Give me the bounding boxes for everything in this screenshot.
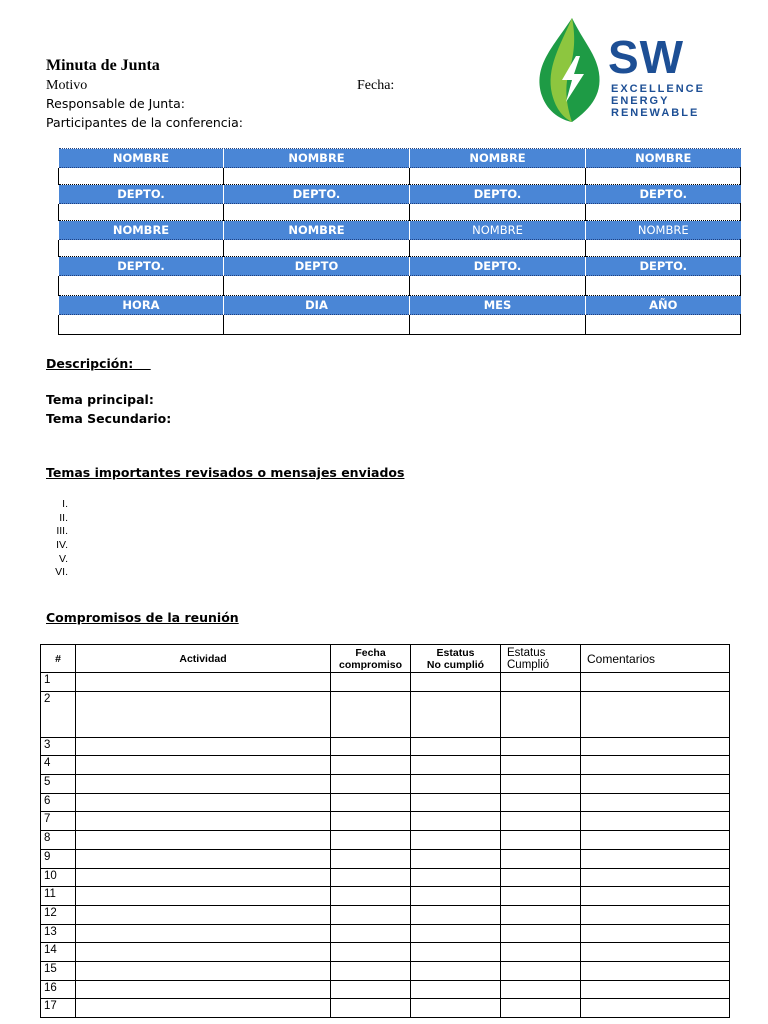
list-item: V.: [59, 552, 68, 565]
table-header-row: [41, 645, 730, 673]
row-number: 10: [41, 868, 76, 887]
participants-depto-row: [59, 185, 741, 204]
row-number: 5: [41, 775, 76, 794]
row-number: 15: [41, 961, 76, 980]
header-cell: NOMBRE: [59, 149, 224, 168]
entry-cell[interactable]: [331, 737, 411, 756]
header-cell: DEPTO.: [410, 257, 586, 276]
entry-cell[interactable]: [501, 961, 581, 980]
input-cell[interactable]: [586, 168, 741, 185]
entry-cell[interactable]: [411, 905, 501, 924]
entry-cell[interactable]: [331, 943, 411, 962]
entry-cell[interactable]: [501, 775, 581, 794]
entry-cell[interactable]: [501, 793, 581, 812]
header-cell: NOMBRE: [586, 149, 741, 168]
entry-cell[interactable]: [581, 868, 730, 887]
row-number: 8: [41, 831, 76, 850]
entry-cell[interactable]: [331, 812, 411, 831]
entry-cell[interactable]: [501, 887, 581, 906]
header-cell: NOMBRE: [410, 149, 586, 168]
entry-cell[interactable]: [581, 961, 730, 980]
entry-cell[interactable]: [76, 849, 331, 868]
participants-input-row: [59, 315, 741, 335]
leaf-bolt-icon: [532, 16, 612, 124]
table-row: [41, 831, 730, 850]
entry-cell[interactable]: [76, 831, 331, 850]
roman-numeral-list: [40, 498, 68, 580]
table-row: [41, 905, 730, 924]
table-row: [41, 812, 730, 831]
table-row: [41, 793, 730, 812]
header-cell: DEPTO.: [224, 185, 410, 204]
row-number: 12: [41, 905, 76, 924]
table-row: [41, 924, 730, 943]
header-line: compromiso: [338, 658, 402, 671]
header-cell: NOMBRE: [224, 221, 410, 240]
header-cell: DEPTO.: [586, 257, 741, 276]
entry-cell[interactable]: [331, 961, 411, 980]
header-cell: DEPTO: [224, 257, 410, 276]
header-cell: NOMBRE: [410, 221, 586, 240]
entry-cell[interactable]: [331, 849, 411, 868]
input-cell[interactable]: [224, 315, 410, 335]
motivo-label: Motivo: [46, 78, 88, 93]
entry-cell[interactable]: [331, 756, 411, 775]
tema-secundario-label: Tema Secundario:: [46, 411, 172, 426]
row-number: 13: [41, 924, 76, 943]
entry-cell[interactable]: [581, 775, 730, 794]
row-number: 1: [41, 673, 76, 692]
table-row: [41, 849, 730, 868]
input-cell[interactable]: [59, 168, 224, 185]
column-header-num: #: [41, 645, 76, 673]
entry-cell[interactable]: [501, 831, 581, 850]
entry-cell[interactable]: [581, 756, 730, 775]
column-header-cumplio: [501, 645, 581, 673]
list-item: I.: [62, 498, 68, 510]
entry-cell[interactable]: [76, 737, 331, 756]
entry-cell[interactable]: [581, 691, 730, 737]
entry-cell[interactable]: [331, 887, 411, 906]
entry-cell[interactable]: [411, 924, 501, 943]
table-row: [41, 961, 730, 980]
entry-cell[interactable]: [581, 812, 730, 831]
entry-cell[interactable]: [331, 793, 411, 812]
row-number: 14: [41, 943, 76, 962]
participantes-label: Participantes de la conferencia:: [46, 115, 244, 130]
column-header-fecha: [331, 645, 411, 673]
logo-tagline-1: EXCELLENCE: [611, 83, 705, 95]
entry-cell[interactable]: [411, 691, 501, 737]
entry-cell[interactable]: [501, 868, 581, 887]
entry-cell[interactable]: [76, 793, 331, 812]
participants-table: [58, 148, 741, 335]
entry-cell[interactable]: [76, 673, 331, 692]
commitments-table: [40, 644, 730, 1018]
row-number: 2: [41, 691, 76, 737]
entry-cell[interactable]: [331, 999, 411, 1018]
entry-cell[interactable]: [76, 775, 331, 794]
entry-cell[interactable]: [411, 831, 501, 850]
entry-cell[interactable]: [76, 924, 331, 943]
descripcion-heading: Descripción:: [46, 356, 151, 371]
entry-cell[interactable]: [581, 943, 730, 962]
entry-cell[interactable]: [581, 905, 730, 924]
entry-cell[interactable]: [501, 980, 581, 999]
header-cell: NOMBRE: [586, 221, 741, 240]
row-number: 4: [41, 756, 76, 775]
entry-cell[interactable]: [411, 849, 501, 868]
entry-cell[interactable]: [331, 924, 411, 943]
row-number: 7: [41, 812, 76, 831]
table-row: [41, 756, 730, 775]
entry-cell[interactable]: [411, 812, 501, 831]
header-cell: DEPTO.: [586, 185, 741, 204]
entry-cell[interactable]: [501, 943, 581, 962]
table-row: [41, 673, 730, 692]
entry-cell[interactable]: [581, 980, 730, 999]
header-cell: MES: [410, 296, 586, 315]
fecha-label: Fecha:: [357, 78, 395, 93]
header-cell: HORA: [59, 296, 224, 315]
header-line: Fecha: [355, 646, 386, 659]
participants-date-row: [59, 296, 741, 315]
temas-importantes-heading: Temas importantes revisados o mensajes enviados: [46, 465, 405, 480]
responsable-label: Responsable de Junta:: [46, 96, 185, 111]
entry-cell[interactable]: [411, 999, 501, 1018]
column-header-actividad: Actividad: [76, 645, 331, 673]
entry-cell[interactable]: [76, 887, 331, 906]
entry-cell[interactable]: [501, 691, 581, 737]
entry-cell[interactable]: [76, 943, 331, 962]
entry-cell[interactable]: [501, 924, 581, 943]
header-line: No cumplió: [426, 658, 485, 671]
participants-input-row: [59, 240, 741, 257]
compromisos-heading: Compromisos de la reunión: [46, 610, 239, 625]
list-item: II.: [59, 511, 68, 524]
commitments-body: [41, 673, 730, 1018]
header-line: Estatus: [507, 646, 546, 659]
entry-cell[interactable]: [501, 812, 581, 831]
entry-cell[interactable]: [331, 868, 411, 887]
entry-cell[interactable]: [76, 691, 331, 737]
company-logo: [532, 16, 722, 124]
row-number: 11: [41, 887, 76, 906]
participants-depto-row: [59, 257, 741, 276]
header-cell: NOMBRE: [59, 221, 224, 240]
column-header-no-cumplio: [411, 645, 501, 673]
entry-cell[interactable]: [581, 793, 730, 812]
document-title: Minuta de Junta: [46, 57, 160, 74]
input-cell[interactable]: [59, 276, 224, 296]
header-cell: NOMBRE: [224, 149, 410, 168]
entry-cell[interactable]: [411, 961, 501, 980]
input-cell[interactable]: [224, 168, 410, 185]
input-cell[interactable]: [586, 276, 741, 296]
input-cell[interactable]: [59, 315, 224, 335]
input-cell[interactable]: [410, 204, 586, 221]
row-number: 9: [41, 849, 76, 868]
entry-cell[interactable]: [76, 868, 331, 887]
input-cell[interactable]: [410, 168, 586, 185]
entry-cell[interactable]: [411, 943, 501, 962]
entry-cell[interactable]: [411, 737, 501, 756]
entry-cell[interactable]: [411, 793, 501, 812]
input-cell[interactable]: [59, 204, 224, 221]
column-header-comentarios: Comentarios: [581, 645, 730, 673]
entry-cell[interactable]: [76, 756, 331, 775]
input-cell[interactable]: [410, 276, 586, 296]
table-row: [41, 999, 730, 1018]
entry-cell[interactable]: [581, 849, 730, 868]
entry-cell[interactable]: [581, 831, 730, 850]
table-row: [41, 737, 730, 756]
header-cell: DEPTO.: [59, 185, 224, 204]
input-cell[interactable]: [586, 240, 741, 257]
entry-cell[interactable]: [411, 756, 501, 775]
header-cell: DIA: [224, 296, 410, 315]
header-line: Cumplió: [507, 658, 550, 671]
entry-cell[interactable]: [411, 887, 501, 906]
row-number: 16: [41, 980, 76, 999]
entry-cell[interactable]: [76, 980, 331, 999]
list-item: IV.: [56, 539, 68, 552]
entry-cell[interactable]: [501, 673, 581, 692]
entry-cell[interactable]: [76, 812, 331, 831]
table-row: [41, 775, 730, 794]
table-row: [41, 868, 730, 887]
header-cell: AÑO: [586, 296, 741, 315]
row-number: 3: [41, 737, 76, 756]
entry-cell[interactable]: [331, 673, 411, 692]
entry-cell[interactable]: [331, 831, 411, 850]
input-cell[interactable]: [59, 240, 224, 257]
entry-cell[interactable]: [501, 849, 581, 868]
row-number: 17: [41, 999, 76, 1018]
entry-cell[interactable]: [501, 905, 581, 924]
entry-cell[interactable]: [581, 887, 730, 906]
logo-tagline-3: RENEWABLE: [611, 107, 700, 119]
header-line: Estatus: [436, 646, 475, 659]
entry-cell[interactable]: [331, 775, 411, 794]
participants-input-row: [59, 276, 741, 296]
logo-tagline-2: ENERGY: [611, 95, 670, 107]
list-item: III.: [56, 525, 68, 538]
input-cell[interactable]: [224, 204, 410, 221]
entry-cell[interactable]: [411, 775, 501, 794]
entry-cell[interactable]: [501, 999, 581, 1018]
entry-cell[interactable]: [331, 691, 411, 737]
entry-cell[interactable]: [411, 980, 501, 999]
entry-cell[interactable]: [76, 905, 331, 924]
entry-cell[interactable]: [411, 673, 501, 692]
entry-cell[interactable]: [581, 737, 730, 756]
table-row: [41, 691, 730, 737]
participants-input-row: [59, 204, 741, 221]
tema-principal-label: Tema principal:: [46, 392, 154, 407]
entry-cell[interactable]: [76, 961, 331, 980]
input-cell[interactable]: [586, 204, 741, 221]
logo-wordmark: SW: [608, 31, 685, 83]
entry-cell[interactable]: [331, 980, 411, 999]
header-cell: DEPTO.: [59, 257, 224, 276]
entry-cell[interactable]: [411, 868, 501, 887]
participants-input-row: [59, 168, 741, 185]
input-cell[interactable]: [586, 315, 741, 335]
input-cell[interactable]: [410, 315, 586, 335]
participants-name-row: [59, 221, 741, 240]
input-cell[interactable]: [410, 240, 586, 257]
entry-cell[interactable]: [331, 905, 411, 924]
entry-cell[interactable]: [501, 737, 581, 756]
entry-cell[interactable]: [581, 999, 730, 1018]
table-row: [41, 943, 730, 962]
header-cell: DEPTO.: [410, 185, 586, 204]
entry-cell[interactable]: [76, 999, 331, 1018]
entry-cell[interactable]: [501, 756, 581, 775]
input-cell[interactable]: [224, 240, 410, 257]
table-row: [41, 887, 730, 906]
table-row: [41, 980, 730, 999]
row-number: 6: [41, 793, 76, 812]
entry-cell[interactable]: [581, 924, 730, 943]
participants-name-row: [59, 149, 741, 168]
entry-cell[interactable]: [581, 673, 730, 692]
input-cell[interactable]: [224, 276, 410, 296]
list-item: VI.: [55, 566, 68, 579]
